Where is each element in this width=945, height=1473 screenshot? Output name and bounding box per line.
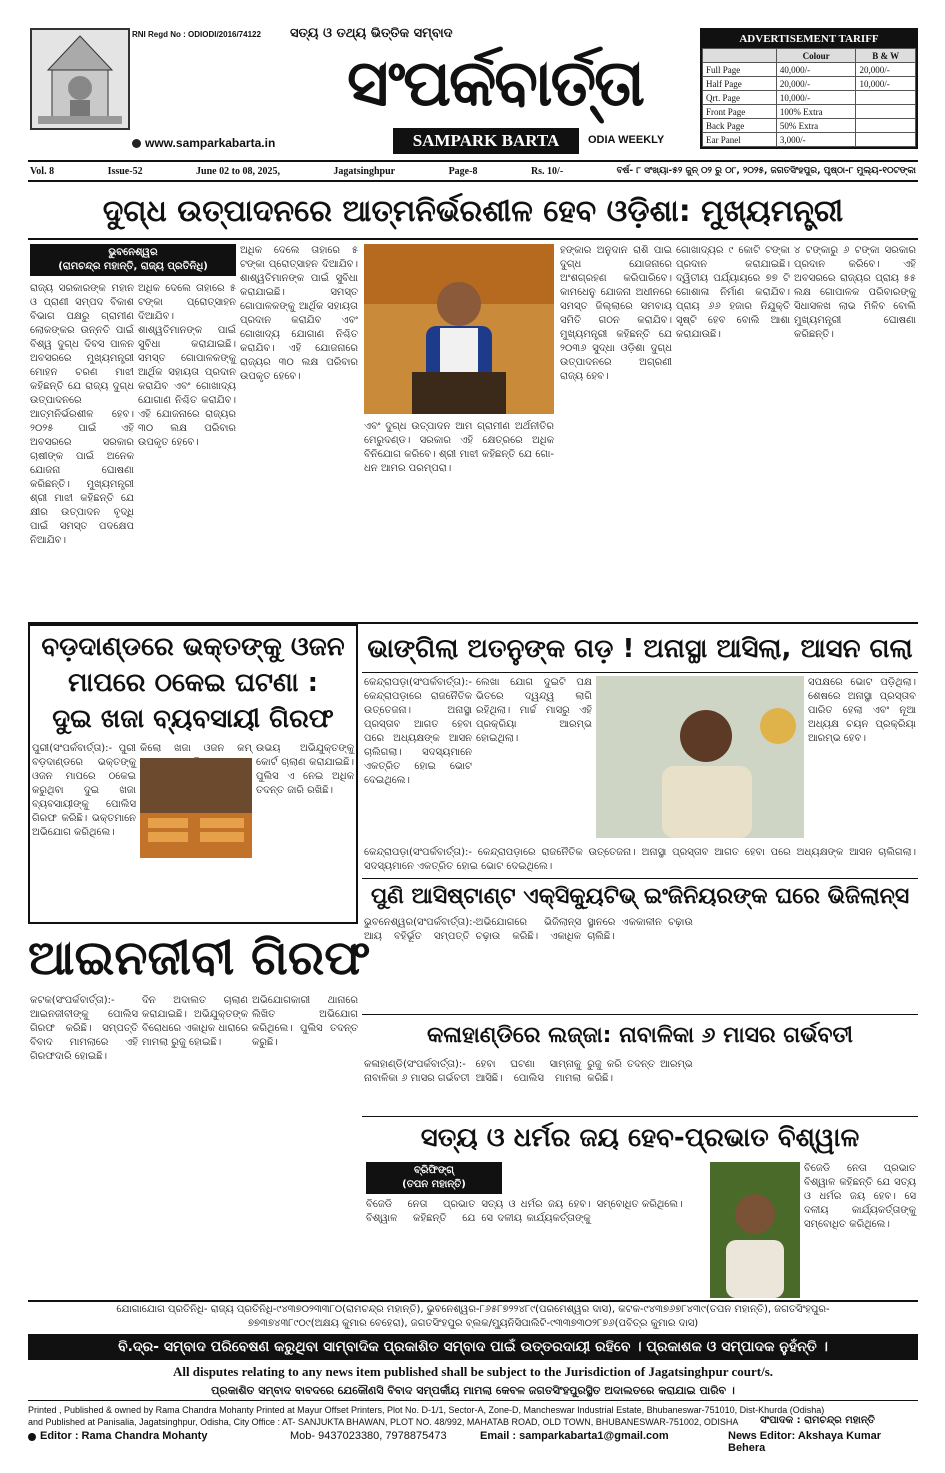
story1-place-box	[30, 244, 236, 276]
tariff-row: Half Page 20,000/- 10,000/-	[703, 77, 916, 91]
edition-type: ODIA WEEKLY	[588, 134, 665, 146]
price: Rs. 10/-	[530, 165, 564, 177]
story1-column: ରାଜ୍ୟ ସରକାରଙ୍କ ମହାନ ଓ ପ୍ରାଣୀ ସମ୍ପଦ ବିକାଶ ବିଭାଗ ପକ୍ଷରୁ ଗ୍ରାମୀଣ ଲୋକଙ୍କର ଉନ୍ନତି ପାଇଁ ବିଶ୍ୱ ଦୁଗ୍ଧ ଦିବସ ପାଳନ ଅବସରରେ ମୁଖ୍ୟମନ୍ତ୍ରୀ ମୋହନ ଚରଣ ମାଝୀ କହିଛନ୍ତି ଯେ ରାଜ୍ୟ ଦୁଗ୍ଧ ଉତ୍ପାଦନରେ ଆତ୍ମନିର୍ଭରଶୀଳ ହେବ। ୨୦୨୫ ପାଇଁ ଏହି ଅବସରରେ ସରକାର ଚାଷୀଙ୍କ ପାଇଁ ଅନେକ ଯୋଜନା ଘୋଷଣା କରିଛନ୍ତି। ମୁଖ୍ୟମନ୍ତ୍ରୀ ଶ୍ରୀ ମାଝୀ କହିଛନ୍ତି ଯେ କ୍ଷୀର ଉତ୍ପାଦନ ବୃଦ୍ଧି ପାଇଁ ସମସ୍ତ ପଦକ୍ଷେପ ନିଆଯିବ।	[30, 283, 134, 546]
divider	[28, 1300, 918, 1302]
divider	[362, 878, 918, 879]
story1-column: ଏବଂ ଦୁଗ୍ଧ ଉତ୍ପାଦନ ଆମ ଗ୍ରାମୀଣ ଅର୍ଥନୀତିର ମେରୁଦଣ୍ଡ। ସରକାର ଏହି କ୍ଷେତ୍ରରେ ଅଧିକ ବିନିଯୋଗ କରିବେ। ଶ୍ରୀ ମାଝୀ କହିଛନ୍ତି ଯେ ଗୋ-ଧନ ଆମର ପରମ୍ପରା।	[364, 421, 554, 474]
page-number: Page-8	[448, 165, 478, 177]
website-url[interactable]: www.samparkabarta.in	[145, 136, 276, 150]
khaja-sweets-photo	[140, 758, 252, 858]
issue-date: June 02 to 08, 2025,	[196, 165, 280, 177]
editor-name: Editor : Rama Chandra Mohanty	[40, 1430, 208, 1442]
story1-byline: (ରାମଚନ୍ଦ୍ର ମହାନ୍ତି, ରାଜ୍ୟ ପ୍ରତିନିଧି)	[58, 261, 208, 272]
disclaimer-odia: ବି.ଦ୍ର- ସମ୍ବାଦ ପରିବେଷଣ କରୁଥିବା ସାମ୍ବାଦିକ ପ୍ରକାଶିତ ସମ୍ବାଦ ପାଇଁ ଉତ୍ତରଦାୟୀ ରହିବେ । ପ୍ରକାଶକ ଓ ସମ୍ପାଦକ ନୁହଁନ୍ତି ।	[28, 1334, 918, 1360]
story1-column: ଅଧିକ ଦେଲେ ତାହାରେ ୫ ଟଙ୍କା ପ୍ରୋତ୍ସାହନ ଦିଆଯିବ। ଶାଶ୍ୱତିମାନଙ୍କ ପାଇଁ ସୁବିଧା କରାଯାଇଛି। ସମସ୍ତ ଗୋପାଳକଙ୍କୁ ଆର୍ଥିକ ସହାୟତା ପ୍ରଦାନ କରାଯିବ ଏବଂ ଗୋଖାଦ୍ୟ ଯୋଗାଣ ନିଶ୍ଚିତ କରାଯିବ। ଏହି ଯୋଜନାରେ ରାଜ୍ୟର ୩୦ ଲକ୍ଷ ପରିବାର ଉପକୃତ ହେବେ।	[240, 245, 358, 382]
story3-column: କେନ୍ଦ୍ରାପଡ଼ା(ସଂପର୍କବାର୍ତ୍ତା):- କେନ୍ଦ୍ରାପଡ଼ାରେ ରାଜନୈତିକ ଉତ୍ତେଜନା। ଅନାସ୍ଥା ପ୍ରସ୍ତାବ ଆଗତ ହେବା ପରେ ଅଧ୍ୟକ୍ଷଙ୍କ ଆସନ ଚାଲିଗଲା। ସଦସ୍ୟମାନେ ଏକତ୍ରିତ ହୋଇ ଭୋଟ ଦେଇଥିଲେ।	[364, 847, 916, 872]
story1-column: ହଙ୍କାର ଅନୁଦାନ ରାଶି ପାଇ ଦୁଗ୍ଧ ଯୋଜନାରେ ଅଂଶଗ୍ରହଣ କରିପାରିବେ। କାମଧେନୁ ଯୋଜନା ଅଧୀନରେ ସମସ୍ତ ଜିଲ୍ଲାରେ ସମବାୟ ସମିତି ଗଠନ କରାଯିବ। ମୁଖ୍ୟମନ୍ତ୍ରୀ କହିଛନ୍ତି ଯେ ୨୦୩୬ ସୁଦ୍ଧା ଓଡ଼ିଶା ଦୁଗ୍ଧ ଉତ୍ପାଦନରେ ଅଗ୍ରଣୀ ରାଜ୍ୟ ହେବ।	[560, 245, 672, 382]
newspaper-title-english: SAMPARK BARTA	[393, 128, 579, 154]
story2-headline: ଦୁଇ ଖଜା ବ୍ୟବସାୟୀ ଗିରଫ	[52, 704, 334, 734]
story3-column: ଲେଖା ଯୋଗ ଦୁଇଟି ପକ୍ଷ ଭିତରେ ଦ୍ୱନ୍ଦ୍ୱ ଲାଗି ରହିଥିଲା। ମାର୍ଚ୍ଚ ମାସରୁ ଏହି ପ୍ରକ୍ରିୟା ଆରମ୍ଭ ହୋଇଥିଲା।	[476, 677, 592, 744]
mobile-number: Mob- 9437023380, 7978875473	[290, 1430, 447, 1442]
place: Jagatsinghpur	[333, 165, 396, 177]
tariff-title: ADVERTISEMENT TARIFF	[702, 30, 916, 48]
tariff-row: Front Page 100% Extra	[703, 105, 916, 119]
rni-number: RNI Regd No : ODIODI/2016/74122	[132, 30, 261, 39]
story2-column: ପୁରୀ(ସଂପର୍କବାର୍ତ୍ତା):- ପୁରୀ ବଡ଼ଦାଣ୍ଡରେ ଭକ୍ତଙ୍କୁ ଓଜନ ମାପରେ ଠକେଇ କରୁଥିବା ଦୁଇ ଖଜା ବ୍ୟବସାୟୀଙ୍କୁ ପୋଲିସ ଗିରଫ କରିଛି। ଭକ୍ତମାନେ ଅଭିଯୋଗ କରିଥିଲେ।	[32, 743, 136, 838]
story3-column: କେନ୍ଦ୍ରାପଡ଼ା(ସଂପର୍କବାର୍ତ୍ତା):- କେନ୍ଦ୍ରାପଡ଼ାରେ ରାଜନୈତିକ ଉତ୍ତେଜନା। ଅନାସ୍ଥା ପ୍ରସ୍ତାବ ଆଗତ ହେବା ପରେ ଅଧ୍ୟକ୍ଷଙ୍କ ଆସନ ଚାଲିଗଲା। ସଦସ୍ୟମାନେ ଏକତ୍ରିତ ହୋଇ ଭୋଟ ଦେଇଥିଲେ।	[364, 677, 472, 786]
story3-column: ସପକ୍ଷରେ ଭୋଟ ପଡ଼ିଥିଲା। ଶେଷରେ ଅନାସ୍ଥା ପ୍ରସ୍ତାବ ପାରିତ ହେଲା ଏବଂ ନୂଆ ଅଧ୍ୟକ୍ଷ ଚୟନ ପ୍ରକ୍ରିୟା ଆରମ୍ଭ ହେବ।	[808, 677, 916, 744]
story5-column: ଦିନ ଅଦାଲତ ଚାଲାଣ କରାଯାଇଛି। ଅଭିଯୁକ୍ତଙ୍କ ବିରୋଧରେ ଏକାଧିକ ଧାରାରେ ମାମଲା ରୁଜୁ ହୋଇଛି।	[142, 995, 248, 1048]
disclaimer-english: All disputes relating to any news item published shall be subject to the Jurisdiction of Jagatsinghpur court/s.	[172, 1364, 774, 1379]
printer-line: Printed , Published & owned by Rama Chandra Mohanty Printed at Mayur Offset Printers, Plot No. D-1/1, Sector-A, Zone-D, Mancheswar Industrial Estate, Bhubaneswar-751010, Dist-Khurda (Odisha)	[28, 1405, 825, 1415]
chief-minister-photo	[364, 244, 554, 414]
editor-odia: ସଂପାଦକ : ରାମଚନ୍ଦ୍ର ମହାନ୍ତି	[760, 1415, 875, 1426]
tariff-header-row	[703, 49, 916, 63]
story2-column: ଉଭୟ ଅଭିଯୁକ୍ତଙ୍କୁ କୋର୍ଟ ଚାଲାଣ କରାଯାଇଛି। ପୁଲିସ ଏ ନେଇ ଅଧିକ ତଦନ୍ତ ଜାରି ରଖିଛି।	[256, 743, 354, 796]
issue-number: Issue-52	[107, 165, 143, 177]
story7-label: ବ୍ରିଫିଙ୍ଗ୍	[414, 1165, 454, 1176]
story7-label-box	[366, 1162, 502, 1194]
prabhat-biswal-photo	[710, 1162, 800, 1298]
tariff-col-colour: Colour	[776, 49, 856, 63]
email-address[interactable]: Email : samparkabarta1@gmail.com	[480, 1430, 669, 1442]
story1-column: ଗୋଖାଦ୍ୟର ୯ କୋଟି ଟଙ୍କା ପ୍ରଦାନ କରାଯାଇଛି। ଦ୍ୱିତୀୟ ପର୍ଯ୍ୟାୟରେ ୭୭ ଟି ଗୋଶାଳା ନିର୍ମାଣ କରାଯିବ। ପ୍ରାୟ ୬୬ ହଜାର ନିଯୁକ୍ତି ସୃଷ୍ଟି ହେବ ବୋଲି ଆଶା କରାଯାଉଛି।	[676, 245, 790, 340]
divider	[362, 1014, 918, 1015]
portrait-image	[710, 1162, 800, 1298]
divider	[362, 1116, 918, 1117]
divider	[28, 238, 918, 240]
tariff-row: Ear Panel 3,000/-	[703, 133, 916, 147]
story7-headline: ସତ୍ୟ ଓ ଧର୍ମର ଜୟ ହେବ-ପ୍ରଭାତ ବିଶ୍ୱାଳ	[420, 1123, 860, 1153]
bullet-icon	[28, 1433, 36, 1441]
disclaimer-odia-2: ପ୍ରକାଶିତ ସମ୍ବାଦ ବାବଦରେ ଯେକୌଣସି ବିବାଦ ସମ୍ପର୍କୀୟ ମାମଲା କେବଳ ଜଗତସିଂହପୁରସ୍ଥିତ ଅଦାଲତରେ କରାଯାଇ ପାରିବ ।	[211, 1384, 735, 1397]
story3-headline: ଭାଙ୍ଗିଲା ଅତନୁଙ୍କ ଗଡ଼ ! ଅନାସ୍ଥା ଆସିଲା, ଆସନ ଗଲା	[367, 634, 913, 664]
newspaper-title-odia: ସଂପର୍କବାର୍ତ୍ତା	[346, 47, 644, 121]
story5-column: ଅଭିଯୋଗକାରୀ ଥାନାରେ ଲିଖିତ ଅଭିଯୋଗ କରିଥିଲେ। ପୁଲିସ ତଦନ୍ତ କରୁଛି।	[252, 995, 358, 1048]
editor-block	[28, 1430, 918, 1454]
temple-deity-icon	[32, 30, 128, 128]
divider	[362, 672, 918, 673]
story5-column: କଟକ(ସଂପର୍କବାର୍ତ୍ତା):- ଆଇନଜୀବୀଙ୍କୁ ପୋଲିସ ଗିରଫ କରିଛି। ସମ୍ପତ୍ତି ବିବାଦ ମାମଲାରେ ଏହି ଗିରଫଦାରି ହୋଇଛି।	[30, 995, 138, 1062]
deity-logo-image	[30, 28, 130, 130]
politician-photo	[596, 676, 804, 838]
story1-column: ଅଧିକ ଦେଲେ ତାହାରେ ୫ ଟଙ୍କା ପ୍ରୋତ୍ସାହନ ଦିଆଯିବ। ଶାଶ୍ୱତିମାନଙ୍କ ପାଇଁ ସୁବିଧା କରାଯାଇଛି। ସମସ୍ତ ଗୋପାଳକଙ୍କୁ ଆର୍ଥିକ ସହାୟତା ପ୍ରଦାନ କରାଯିବ ଏବଂ ଗୋଖାଦ୍ୟ ଯୋଗାଣ ନିଶ୍ଚିତ କରାଯିବ। ଏହି ଯୋଜନାରେ ରାଜ୍ୟର ୩୦ ଲକ୍ଷ ପରିବାର ଉପକୃତ ହେବେ।	[138, 283, 236, 448]
khaja-stall-image	[140, 758, 252, 858]
lead-headline: ଦୁଗ୍ଧ ଉତ୍ପାଦନରେ ଆତ୍ମନିର୍ଭରଶୀଳ ହେବ ଓଡ଼ିଶା: ମୁଖ୍ୟମନ୍ତ୍ରୀ	[102, 194, 844, 229]
advertisement-tariff	[700, 28, 918, 149]
printer-line: and Published at Panisalia, Jagatsinghpur, Odisha, City Office : AT- SANJUKTA BHAWAN, PLOT NO. 48/992, MAHATAB ROAD, OLD TOWN, BHUBANESWAR-751002, ODISHA	[28, 1417, 739, 1427]
speaker-at-podium-image	[364, 244, 554, 414]
news-editor: News Editor: Akshaya Kumar Behera	[728, 1430, 882, 1454]
story5-headline: ଆଇନଜୀବୀ ଗିରଫ	[28, 930, 371, 986]
story6-headline: କଳାହାଣ୍ଡିରେ ଲଜ୍ଜା: ନାବାଳିକା ୬ ମାସର ଗର୍ଭବତୀ	[427, 1023, 853, 1048]
story7-body: ବିଜେଡି ନେତା ପ୍ରଭାତ ବିଶ୍ୱାଳ କହିଛନ୍ତି ଯେ ସତ୍ୟ ଓ ଧର୍ମର ଜୟ ହେବ। ସେ ଦଳୀୟ କାର୍ଯ୍ୟକର୍ତ୍ତାଙ୍କୁ ସମ୍ବୋଧିତ କରିଥିଲେ।	[366, 1199, 683, 1224]
bullet-icon	[132, 139, 141, 148]
tariff-row: Qrt. Page 10,000/-	[703, 91, 916, 105]
man-in-office-image	[596, 676, 804, 838]
story2-headline: ବଡ଼ଦାଣ୍ଡରେ ଭକ୍ତଙ୍କୁ ଓଜନ	[41, 632, 345, 662]
story2-column: କିଲୋ ଖଜା ଓଜନ କମ୍	[140, 743, 252, 754]
tariff-col-bw: B & W	[856, 49, 916, 63]
tariff-row: Back Page 50% Extra	[703, 119, 916, 133]
masthead	[0, 0, 945, 160]
story1-place: ଭୁବନେଶ୍ୱର	[108, 247, 158, 258]
volume: Vol. 8	[30, 165, 55, 177]
tagline: ସତ୍ୟ ଓ ତଥ୍ୟ ଭିତ୍ତିକ ସମ୍ବାଦ	[290, 26, 453, 41]
story4-headline: ପୁଣି ଆସିଷ୍ଟାଣ୍ଟ ଏକ୍ସିକ୍ୟୁଟିଭ୍ ଇଂଜିନିୟରଙ୍କ ଘରେ ଭିଜିଲାନ୍ସ	[370, 884, 910, 909]
dateline-odia: ବର୍ଷ- ୮ ସଂଖ୍ୟା-୫୨ ଜୁନ୍ ୦୨ ରୁ ୦୮, ୨୦୨୫, ଜଗତସିଂହପୁର, ପୃଷ୍ଠା-୮ ମୁଲ୍ୟ-୧୦ଟଙ୍କା	[616, 166, 916, 176]
tariff-row: Full Page 40,000/- 20,000/-	[703, 63, 916, 77]
story2-headline: ମାପରେ ଠକେଇ ଘଟଣା :	[67, 668, 319, 698]
website[interactable]	[132, 136, 275, 150]
story6-body: କଳାହାଣ୍ଡି(ସଂପର୍କବାର୍ତ୍ତା):- ନାବାଳିକା ୬ ମାସର ଗର୍ଭବତୀ ହେବା ଘଟଣା ସାମ୍ନାକୁ ଆସିଛି। ପୋଲିସ ମାମଲା ରୁଜୁ କରି ତଦନ୍ତ ଆରମ୍ଭ କରିଛି।	[364, 1059, 693, 1084]
story4-body: ଭୁବନେଶ୍ୱର(ସଂପର୍କବାର୍ତ୍ତା):- ଆୟ ବହିର୍ଭୂତ ସମ୍ପତ୍ତି ଅଭିଯୋଗରେ ଭିଜିଲାନ୍ସ ଚଢ଼ାଉ କରିଛି। ଏକାଧିକ ସ୍ଥାନରେ ଏକକାଳୀନ ଚଢ଼ାଉ ଚାଲିଛି।	[364, 917, 693, 942]
story1-column: ୪ ଟଙ୍କାରୁ ୬ ଟଙ୍କା ସରକାର ପ୍ରଦାନ କରିବେ। ଏହି ଅବସରରେ ରାଜ୍ୟର ପ୍ରାୟ ୫୫ ଲକ୍ଷ ଗୋପାଳକ ପରିବାରଙ୍କୁ ସିଧାସଳଖ ଲାଭ ମିଳିବ ବୋଲି ମୁଖ୍ୟମନ୍ତ୍ରୀ ଘୋଷଣା କରିଛନ୍ତି।	[794, 245, 916, 340]
contacts-line: ୭୭୩୭୪୩୮୯୦୯(ଅକ୍ଷୟ କୁମାର ବେହେରା), ଜଗତସିଂହପୁର ବ୍ଲକ/ମ୍ୟୁନିସିପାଲିଟି-୯୩୩୭୩୦୨୮୭୬(ପବିତ୍ର କୁମାର ଦାସ)	[247, 1318, 699, 1329]
divider	[28, 1400, 918, 1401]
story7-column: ବିଜେଡି ନେତା ପ୍ରଭାତ ବିଶ୍ୱାଳ କହିଛନ୍ତି ଯେ ସତ୍ୟ ଓ ଧର୍ମର ଜୟ ହେବ। ସେ ଦଳୀୟ କାର୍ଯ୍ୟକର୍ତ୍ତାଙ୍କୁ ସମ୍ବୋଧିତ କରିଥିଲେ।	[804, 1163, 916, 1230]
tariff-table	[702, 48, 916, 147]
story7-byline: (ତପନ ମହାନ୍ତି)	[402, 1179, 466, 1190]
dateline-bar	[28, 160, 918, 182]
contacts-line: ଯୋଗାଯୋଗ ପ୍ରତିନିଧି- ରାଜ୍ୟ ପ୍ରତିନିଧି-୯୪୩୭୦୨୩୩୮୦(ରାମଚନ୍ଦ୍ର ମହାନ୍ତି), ଭୁବନେଶ୍ୱର-୮୬୫୮୭୨୨୪୮୯(ପରମେଶ୍ୱର ଦାସ), କଟକ-୯୪୩୭୬୭୮୪୩୯(ତପନ ମହାନ୍ତି), ଜଗତସିଂହପୁର-	[116, 1304, 830, 1315]
